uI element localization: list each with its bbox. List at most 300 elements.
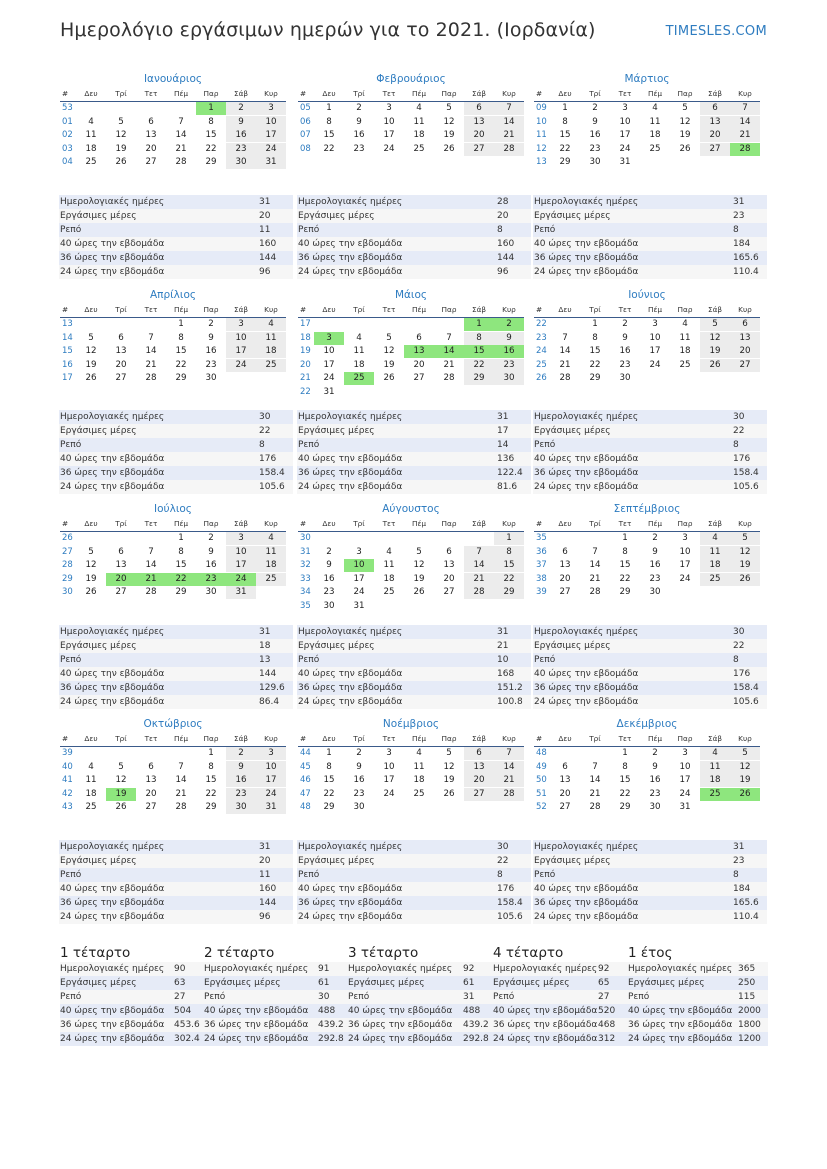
day-cell: 9 bbox=[326, 560, 332, 570]
day-cell: 22 bbox=[175, 359, 187, 370]
day-cell: 6 bbox=[118, 546, 124, 557]
stat-row bbox=[59, 667, 293, 681]
day-cell: 27 bbox=[115, 587, 127, 597]
day-cell: 9 bbox=[208, 546, 214, 557]
month-name: Δεκέμβριος bbox=[616, 718, 678, 730]
summary-row bbox=[204, 1032, 348, 1046]
week-number: 19 bbox=[300, 346, 311, 356]
day-cell: 11 bbox=[700, 546, 730, 559]
weekday-label: Τετ bbox=[144, 89, 158, 98]
day-cell: 17 bbox=[383, 130, 395, 140]
day-cell: 13 bbox=[559, 560, 571, 570]
stat-label: Εργάσιμες μέρες bbox=[534, 856, 611, 866]
stat-row bbox=[297, 910, 531, 924]
day-cell: 29 bbox=[589, 373, 601, 383]
day-cell: 1 bbox=[326, 748, 332, 758]
day-cell: 3 bbox=[622, 103, 628, 113]
stat-label: 24 ώρες την εβδομάδα bbox=[298, 912, 403, 922]
week-number: 24 bbox=[536, 346, 547, 356]
summary-label: Ρεπό bbox=[493, 992, 515, 1002]
summary-value: 92 bbox=[598, 964, 610, 974]
day-cell: 24 bbox=[383, 143, 395, 154]
week-row bbox=[534, 372, 760, 386]
stat-label: Ημερολογιακές ημέρες bbox=[534, 197, 639, 207]
stat-label: 24 ώρες την εβδομάδα bbox=[534, 697, 639, 707]
empty-day-cell bbox=[344, 386, 374, 399]
empty-day-cell bbox=[580, 532, 610, 545]
day-cell: 7 bbox=[730, 102, 760, 115]
weekday-label: Σάβ bbox=[233, 519, 249, 528]
day-cell: 18 bbox=[649, 130, 661, 140]
stat-label: Ημερολογιακές ημέρες bbox=[298, 197, 403, 207]
stat-value: 11 bbox=[259, 225, 271, 235]
week-row bbox=[298, 386, 524, 400]
weekday-label: Σάβ bbox=[471, 519, 487, 528]
brand-link[interactable]: TIMESLES.COM bbox=[665, 24, 767, 39]
stat-row bbox=[59, 639, 293, 653]
stat-row bbox=[533, 910, 767, 924]
summary-rows bbox=[493, 962, 628, 1046]
day-cell: 2 bbox=[356, 103, 362, 113]
weekday-label: Κυρ bbox=[502, 734, 516, 743]
stat-label: Ρεπό bbox=[534, 870, 556, 880]
day-cell: 15 bbox=[619, 560, 631, 570]
week-number: 40 bbox=[62, 761, 73, 772]
week-row bbox=[534, 102, 760, 116]
summary-row bbox=[493, 976, 628, 990]
stat-label: 36 ώρες την εβδομάδα bbox=[298, 898, 403, 908]
summary-value: 2000 bbox=[738, 1006, 761, 1016]
day-cell: 27 bbox=[413, 373, 425, 383]
day-cell: 15 bbox=[559, 130, 571, 140]
day-cell: 2 bbox=[592, 103, 598, 113]
week-number: 26 bbox=[62, 533, 73, 543]
day-cell: 30 bbox=[205, 373, 217, 383]
day-cell: 12 bbox=[85, 346, 97, 356]
day-cell: 28 bbox=[145, 373, 157, 383]
day-cell: 25 bbox=[256, 573, 286, 586]
day-cell: 7 bbox=[592, 761, 598, 772]
stat-row bbox=[297, 896, 531, 910]
weekday-label: Παρ bbox=[441, 734, 457, 743]
day-cell: 31 bbox=[226, 586, 256, 599]
week-number: 22 bbox=[300, 386, 311, 397]
day-cell: 13 bbox=[559, 775, 571, 785]
week-row bbox=[298, 532, 524, 546]
stat-row bbox=[59, 251, 293, 265]
weekday-label: Τετ bbox=[618, 734, 632, 743]
day-cell: 26 bbox=[443, 143, 455, 154]
week-row bbox=[534, 143, 760, 157]
week-row bbox=[298, 600, 524, 614]
stat-value: 165.6 bbox=[733, 253, 759, 263]
week-row bbox=[60, 761, 286, 775]
stat-value: 31 bbox=[259, 627, 271, 637]
day-cell: 9 bbox=[356, 116, 362, 127]
day-cell: 28 bbox=[494, 143, 524, 156]
stat-row bbox=[297, 681, 531, 695]
summary-label: 40 ώρες την εβδομάδα bbox=[628, 1006, 733, 1016]
week-row bbox=[60, 788, 286, 802]
summary-row bbox=[60, 1018, 204, 1032]
day-cell: 9 bbox=[226, 116, 256, 129]
day-cell: 30 bbox=[649, 587, 661, 597]
week-number: 49 bbox=[536, 761, 547, 772]
summary-value: 61 bbox=[318, 978, 330, 988]
day-cell: 22 bbox=[205, 143, 217, 154]
day-cell: 11 bbox=[700, 761, 730, 774]
day-cell: 21 bbox=[559, 359, 571, 370]
day-cell: 8 bbox=[622, 546, 628, 557]
day-cell: 12 bbox=[730, 546, 760, 559]
stat-row bbox=[533, 480, 767, 494]
summary-block bbox=[628, 944, 768, 1046]
day-cell: 8 bbox=[326, 116, 332, 127]
day-cell: 11 bbox=[413, 116, 425, 127]
day-cell: 8 bbox=[622, 761, 628, 772]
weekday-label: # bbox=[62, 734, 69, 743]
day-cell: 6 bbox=[148, 761, 154, 772]
day-cell: 5 bbox=[88, 332, 94, 343]
summary-label: Εργάσιμες μέρες bbox=[628, 978, 705, 988]
week-number: 21 bbox=[300, 373, 311, 383]
day-cell: 26 bbox=[730, 573, 760, 586]
day-cell: 30 bbox=[589, 157, 601, 167]
day-cell: 14 bbox=[145, 560, 157, 570]
day-cell: 20 bbox=[464, 129, 494, 142]
month-name: Μάιος bbox=[394, 289, 428, 301]
day-cell: 3 bbox=[226, 318, 256, 331]
holiday-day-cell: 22 bbox=[166, 573, 196, 586]
stat-label: Ρεπό bbox=[298, 655, 320, 665]
week-row bbox=[60, 801, 286, 815]
weekday-label: Τετ bbox=[382, 89, 396, 98]
stat-row bbox=[59, 452, 293, 466]
day-cell: 14 bbox=[730, 116, 760, 129]
empty-day-cell bbox=[434, 532, 464, 545]
day-cell: 4 bbox=[356, 332, 362, 343]
week-row bbox=[60, 345, 286, 359]
stat-row bbox=[59, 466, 293, 480]
day-cell: 17 bbox=[679, 775, 691, 785]
page-title: Ημερολόγιο εργάσιμων ημερών για το 2021. (Ιορδανία) bbox=[60, 19, 596, 41]
day-cell: 20 bbox=[145, 788, 157, 799]
week-number: 03 bbox=[62, 143, 73, 154]
month-calendar bbox=[60, 501, 286, 600]
day-cell: 4 bbox=[256, 532, 286, 545]
weekday-header bbox=[298, 303, 524, 318]
empty-day-cell bbox=[730, 586, 760, 599]
weekday-label: Κυρ bbox=[738, 89, 752, 98]
weekday-label: Τετ bbox=[382, 519, 396, 528]
weekday-header bbox=[298, 87, 524, 102]
week-row bbox=[60, 532, 286, 546]
day-cell: 20 bbox=[115, 359, 127, 370]
stat-value: 31 bbox=[497, 412, 509, 422]
stat-value: 8 bbox=[733, 225, 739, 235]
summary-row bbox=[204, 1004, 348, 1018]
stat-label: 40 ώρες την εβδομάδα bbox=[534, 884, 639, 894]
empty-day-cell bbox=[76, 532, 106, 545]
week-row bbox=[534, 129, 760, 143]
day-cell: 15 bbox=[175, 346, 187, 356]
empty-day-cell bbox=[494, 801, 524, 814]
stat-label: 24 ώρες την εβδομάδα bbox=[298, 267, 403, 277]
empty-day-cell bbox=[550, 532, 580, 545]
day-cell: 27 bbox=[464, 143, 494, 156]
day-cell: 26 bbox=[85, 587, 97, 597]
summary-row bbox=[348, 976, 493, 990]
week-row bbox=[60, 747, 286, 761]
day-cell: 19 bbox=[700, 345, 730, 358]
stat-row bbox=[533, 896, 767, 910]
week-row bbox=[298, 129, 524, 143]
week-number: 39 bbox=[536, 587, 547, 597]
stat-value: 11 bbox=[259, 870, 271, 880]
day-cell: 8 bbox=[208, 761, 214, 772]
weekday-label: Σάβ bbox=[707, 305, 723, 314]
weekday-label: Κυρ bbox=[264, 89, 278, 98]
stat-value: 8 bbox=[733, 655, 739, 665]
empty-day-cell bbox=[434, 318, 464, 331]
stat-row bbox=[533, 265, 767, 279]
stat-label: 40 ώρες την εβδομάδα bbox=[60, 239, 165, 249]
week-number: 47 bbox=[300, 788, 311, 799]
stat-value: 20 bbox=[259, 211, 271, 221]
week-number: 23 bbox=[536, 332, 547, 343]
day-cell: 1 bbox=[592, 319, 598, 329]
stat-value: 110.4 bbox=[733, 912, 759, 922]
day-cell: 14 bbox=[175, 130, 187, 140]
day-cell: 22 bbox=[494, 573, 524, 586]
stat-value: 160 bbox=[259, 239, 277, 249]
day-cell: 28 bbox=[494, 788, 524, 801]
day-cell: 24 bbox=[353, 587, 365, 597]
stat-row bbox=[297, 840, 531, 854]
summary-label: Ημερολογιακές ημέρες bbox=[204, 964, 309, 974]
day-cell: 7 bbox=[592, 546, 598, 557]
week-number: 12 bbox=[536, 143, 547, 154]
day-cell: 29 bbox=[175, 587, 187, 597]
summary-label: 24 ώρες την εβδομάδα bbox=[60, 1034, 165, 1044]
holiday-day-cell: 19 bbox=[106, 788, 136, 801]
day-cell: 27 bbox=[700, 143, 730, 156]
day-cell: 9 bbox=[226, 761, 256, 774]
day-cell: 11 bbox=[256, 332, 286, 345]
empty-day-cell bbox=[136, 102, 166, 115]
day-cell: 28 bbox=[464, 586, 494, 599]
day-cell: 18 bbox=[256, 345, 286, 358]
summary-rows bbox=[628, 962, 768, 1046]
stat-value: 144 bbox=[497, 253, 515, 263]
summary-title: 2 τέταρτο bbox=[204, 945, 275, 961]
day-cell: 27 bbox=[559, 802, 571, 812]
stat-row bbox=[59, 223, 293, 237]
empty-day-cell bbox=[314, 318, 344, 331]
week-number: 01 bbox=[62, 116, 73, 127]
stat-label: 40 ώρες την εβδομάδα bbox=[60, 884, 165, 894]
stat-label: Ημερολογιακές ημέρες bbox=[60, 412, 165, 422]
weekday-label: Τετ bbox=[382, 734, 396, 743]
stat-row bbox=[297, 195, 531, 209]
stat-label: Ημερολογιακές ημέρες bbox=[298, 627, 403, 637]
weekday-label: Τρί bbox=[353, 305, 365, 314]
week-row bbox=[298, 801, 524, 815]
stat-label: 40 ώρες την εβδομάδα bbox=[534, 239, 639, 249]
day-cell: 11 bbox=[256, 546, 286, 559]
summary-label: Εργάσιμες μέρες bbox=[204, 978, 281, 988]
summary-row bbox=[628, 962, 768, 976]
week-number: 48 bbox=[536, 748, 547, 758]
day-cell: 18 bbox=[256, 559, 286, 572]
day-cell: 14 bbox=[145, 346, 157, 356]
day-cell: 17 bbox=[353, 573, 365, 584]
stat-label: 40 ώρες την εβδομάδα bbox=[298, 884, 403, 894]
day-cell: 23 bbox=[589, 143, 601, 154]
summary-label: 24 ώρες την εβδομάδα bbox=[204, 1034, 309, 1044]
week-number: 25 bbox=[536, 359, 547, 370]
day-cell: 6 bbox=[464, 747, 494, 760]
empty-day-cell bbox=[670, 156, 700, 169]
stat-row bbox=[59, 868, 293, 882]
empty-day-cell bbox=[640, 372, 670, 385]
day-cell: 15 bbox=[205, 130, 217, 140]
empty-day-cell bbox=[344, 532, 374, 545]
week-row bbox=[298, 573, 524, 587]
week-number: 28 bbox=[62, 560, 73, 570]
day-cell: 16 bbox=[353, 130, 365, 140]
day-cell: 8 bbox=[562, 116, 568, 127]
day-cell: 23 bbox=[205, 359, 217, 370]
summary-label: 36 ώρες την εβδομάδα bbox=[628, 1020, 733, 1030]
stat-label: 36 ώρες την εβδομάδα bbox=[298, 253, 403, 263]
day-cell: 16 bbox=[649, 560, 661, 570]
month-stats bbox=[533, 840, 767, 924]
day-cell: 24 bbox=[383, 788, 395, 799]
week-row bbox=[60, 372, 286, 386]
month-name: Ιούλιος bbox=[154, 503, 192, 515]
holiday-day-cell: 14 bbox=[434, 345, 464, 358]
stat-row bbox=[533, 424, 767, 438]
summary-value: 1800 bbox=[738, 1020, 761, 1030]
week-number: 50 bbox=[536, 775, 547, 785]
holiday-day-cell: 25 bbox=[344, 372, 374, 385]
stat-value: 31 bbox=[259, 197, 271, 207]
summary-value: 312 bbox=[598, 1034, 616, 1044]
day-cell: 10 bbox=[226, 332, 256, 345]
holiday-day-cell: 21 bbox=[136, 573, 166, 586]
weekday-label: # bbox=[536, 305, 543, 314]
summary-label: 40 ώρες την εβδομάδα bbox=[348, 1006, 453, 1016]
day-cell: 31 bbox=[323, 386, 335, 397]
day-cell: 24 bbox=[226, 359, 256, 372]
day-cell: 29 bbox=[205, 802, 217, 812]
day-cell: 23 bbox=[353, 788, 365, 799]
day-cell: 16 bbox=[226, 774, 256, 787]
day-cell: 25 bbox=[700, 573, 730, 586]
empty-day-cell bbox=[136, 532, 166, 545]
day-cell: 21 bbox=[175, 143, 187, 154]
day-cell: 12 bbox=[700, 332, 730, 345]
weekday-label: Σάβ bbox=[707, 734, 723, 743]
weekday-label: Κυρ bbox=[502, 89, 516, 98]
stat-value: 30 bbox=[497, 842, 509, 852]
empty-day-cell bbox=[700, 372, 730, 385]
day-cell: 19 bbox=[443, 130, 455, 140]
week-row bbox=[534, 359, 760, 373]
stat-value: 18 bbox=[259, 641, 271, 651]
summary-row bbox=[60, 976, 204, 990]
weekday-label: Σάβ bbox=[707, 519, 723, 528]
stat-row bbox=[297, 868, 531, 882]
summary-value: 488 bbox=[463, 1006, 481, 1016]
stat-row bbox=[533, 840, 767, 854]
week-number: 48 bbox=[300, 802, 311, 812]
day-cell: 18 bbox=[85, 143, 97, 154]
day-cell: 22 bbox=[323, 788, 335, 799]
summary-rows bbox=[204, 962, 348, 1046]
empty-day-cell bbox=[640, 156, 670, 169]
day-cell: 27 bbox=[115, 373, 127, 383]
stat-row bbox=[297, 237, 531, 251]
stat-label: 36 ώρες την εβδομάδα bbox=[534, 253, 639, 263]
stat-row bbox=[297, 653, 531, 667]
weekday-header bbox=[298, 517, 524, 532]
week-row bbox=[534, 318, 760, 332]
week-number: 13 bbox=[62, 319, 73, 329]
week-number: 17 bbox=[300, 319, 311, 329]
stat-row bbox=[297, 695, 531, 709]
empty-day-cell bbox=[106, 318, 136, 331]
day-cell: 5 bbox=[386, 332, 392, 343]
day-cell: 5 bbox=[446, 103, 452, 113]
week-row bbox=[60, 546, 286, 560]
week-row bbox=[298, 102, 524, 116]
summary-value: 453.6 bbox=[174, 1020, 200, 1030]
day-cell: 6 bbox=[464, 102, 494, 115]
empty-day-cell bbox=[670, 372, 700, 385]
week-number: 37 bbox=[536, 560, 547, 570]
stat-label: Ρεπό bbox=[60, 870, 82, 880]
week-number: 31 bbox=[300, 546, 311, 557]
day-cell: 29 bbox=[619, 802, 631, 812]
day-cell: 16 bbox=[205, 560, 217, 570]
day-cell: 22 bbox=[464, 359, 494, 372]
stat-row bbox=[59, 438, 293, 452]
day-cell: 7 bbox=[178, 116, 184, 127]
day-cell: 10 bbox=[679, 761, 691, 772]
stat-row bbox=[59, 854, 293, 868]
week-row bbox=[60, 774, 286, 788]
summary-value: 365 bbox=[738, 964, 756, 974]
day-cell: 12 bbox=[443, 116, 455, 127]
stat-label: Εργάσιμες μέρες bbox=[60, 426, 137, 436]
day-cell: 18 bbox=[679, 346, 691, 356]
stat-row bbox=[533, 639, 767, 653]
empty-day-cell bbox=[670, 586, 700, 599]
empty-day-cell bbox=[226, 372, 256, 385]
stat-label: Ρεπό bbox=[534, 225, 556, 235]
holiday-day-cell: 26 bbox=[730, 788, 760, 801]
day-cell: 26 bbox=[85, 373, 97, 383]
day-cell: 17 bbox=[256, 774, 286, 787]
summary-label: 36 ώρες την εβδομάδα bbox=[204, 1020, 309, 1030]
day-cell: 1 bbox=[562, 103, 568, 113]
day-cell: 21 bbox=[730, 129, 760, 142]
day-cell: 16 bbox=[226, 129, 256, 142]
day-cell: 2 bbox=[652, 533, 658, 543]
day-cell: 19 bbox=[115, 143, 127, 154]
